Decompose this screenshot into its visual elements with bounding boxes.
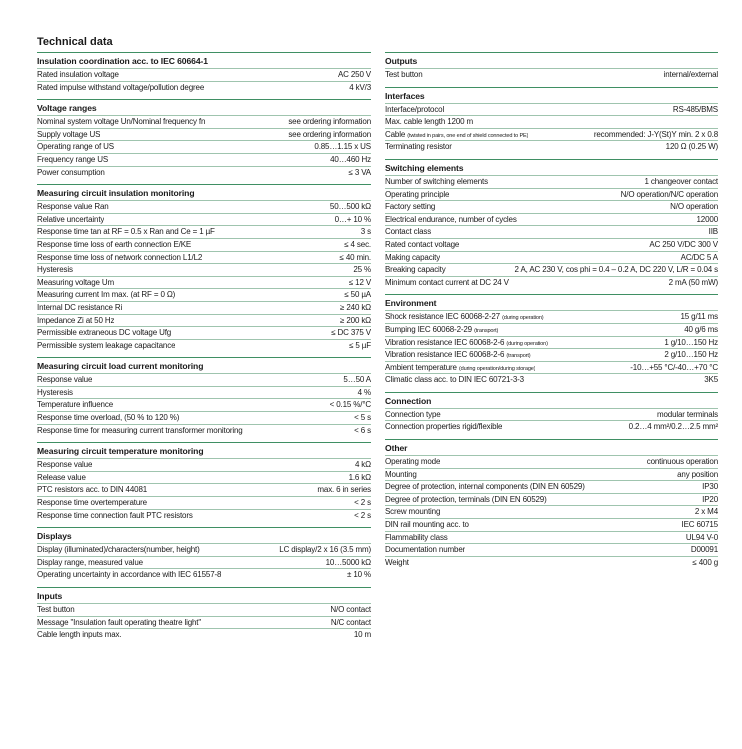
- row-label: Response time tan at RF = 0.5 x Ran and Ce = 1 µF: [37, 227, 215, 237]
- row-value: ≤ 12 V: [348, 277, 371, 287]
- data-row: [37, 140, 371, 153]
- row-label: Measuring current Im max. (at RF = 0 Ω): [37, 290, 176, 300]
- row-label: Internal DC resistance Ri: [37, 302, 123, 312]
- row-label: Impedance Zi at 50 Hz: [37, 315, 115, 325]
- row-label: Temperature influence: [37, 400, 114, 410]
- row-value: 40…460 Hz: [330, 154, 371, 164]
- row-label: Weight: [385, 557, 409, 567]
- row-value: ≤ 50 µA: [344, 290, 371, 300]
- row-label: Test button: [385, 70, 423, 79]
- row-label: Display (illuminated)/characters(number, height): [37, 545, 200, 555]
- row-value: 2 mA (50 mW): [668, 277, 718, 287]
- row-label: Shock resistance IEC 60068-2-27 (during operation): [385, 312, 544, 322]
- left-column: [37, 52, 371, 647]
- row-value: UL94 V-0: [685, 532, 718, 542]
- section-voltage-ranges: [37, 99, 371, 178]
- row-label: Vibration resistance IEC 60068-2-6 (during operation): [385, 337, 548, 347]
- row-label: Breaking capacity: [385, 265, 446, 275]
- section-connection: [385, 392, 718, 433]
- row-value: RS-485/BMS: [672, 104, 718, 114]
- row-value: modular terminals: [656, 409, 718, 419]
- row-value: -10…+55 °C/-40…+70 °C: [630, 362, 718, 372]
- data-row: [37, 166, 371, 179]
- row-value: 4 kV/3: [349, 82, 371, 92]
- data-row: [385, 420, 718, 433]
- data-row: [37, 556, 371, 569]
- row-value: 12000: [696, 214, 718, 224]
- row-label: Hysteresis: [37, 387, 73, 397]
- row-label: Relative uncertainty: [37, 214, 105, 224]
- section-inputs: [37, 587, 371, 641]
- data-row: [385, 348, 718, 361]
- data-row: [385, 373, 718, 386]
- data-row: [37, 603, 371, 616]
- row-label: Response time loss of network connection L1/L2: [37, 252, 203, 262]
- row-note: (during operation/during storage): [458, 365, 536, 372]
- section-measuring-circuit-load-current-monitoring: [37, 357, 371, 436]
- data-row: [37, 411, 371, 424]
- row-value: 0…+ 10 %: [334, 214, 371, 224]
- data-row: [37, 153, 371, 166]
- row-label: Response time loss of earth connection E/KE: [37, 239, 192, 249]
- data-row: [385, 251, 718, 264]
- row-label: Permissible extraneous DC voltage Ufg: [37, 328, 172, 338]
- data-row: [37, 200, 371, 213]
- row-value: 120 Ω (0.25 W): [665, 142, 718, 152]
- row-value: continuous operation: [646, 457, 718, 467]
- row-note: (transport): [506, 353, 531, 360]
- row-value: 2 x M4: [694, 507, 718, 517]
- row-note: (during operation): [502, 315, 544, 322]
- row-value: 5…50 A: [343, 375, 371, 385]
- data-row: [385, 310, 718, 323]
- row-value: 1 changeover contact: [644, 176, 718, 186]
- row-value: 3K5: [704, 375, 718, 385]
- section-title: Outputs: [385, 52, 718, 68]
- data-row: [37, 115, 371, 128]
- row-label: Frequency range US: [37, 154, 109, 164]
- row-label: Documentation number: [385, 545, 466, 555]
- row-label: Display range, measured value: [37, 557, 143, 567]
- row-label: Rated impulse withstand voltage/pollution degree: [37, 82, 205, 92]
- data-row: [37, 81, 371, 94]
- row-label: Message "Insulation fault operating theatre light": [37, 617, 202, 627]
- row-value: ≥ 240 kΩ: [340, 302, 371, 312]
- data-row: [37, 68, 371, 81]
- row-label: Release value: [37, 472, 86, 482]
- row-label: Supply voltage US: [37, 129, 101, 139]
- section-title: Measuring circuit insulation monitoring: [37, 184, 371, 200]
- data-row: [37, 483, 371, 496]
- row-label: Climatic class acc. to DIN IEC 60721-3-3: [385, 375, 524, 385]
- row-value: 0.85…1.15 x US: [314, 142, 371, 152]
- data-row: [385, 128, 718, 141]
- row-value: IEC 60715: [681, 520, 718, 530]
- row-label: Cable (twisted in pairs, one end of shield connected to PE): [385, 129, 529, 139]
- row-label: Operating mode: [385, 457, 441, 467]
- data-row: [385, 531, 718, 544]
- data-row: [37, 128, 371, 141]
- section-title: Displays: [37, 527, 371, 543]
- row-label: Permissible system leakage capacitance: [37, 340, 176, 350]
- data-row: [37, 314, 371, 327]
- row-value: 10…5000 kΩ: [325, 557, 371, 567]
- section-title: Measuring circuit temperature monitoring: [37, 442, 371, 458]
- data-row: [37, 276, 371, 289]
- row-value: see ordering information: [288, 117, 371, 127]
- row-value: max. 6 in series: [317, 485, 371, 495]
- row-value: internal/external: [663, 70, 718, 79]
- section-insulation-coordination-acc-to-iec-60664-1: [37, 52, 371, 93]
- section-title: Measuring circuit load current monitoring: [37, 357, 371, 373]
- row-value: 1 g/10…150 Hz: [664, 337, 718, 347]
- row-value: N/C contact: [330, 617, 371, 627]
- row-value: N/O operation/N/C operation: [620, 189, 718, 199]
- row-value: ≤ 400 g: [692, 557, 718, 567]
- data-row: [37, 251, 371, 264]
- data-row: [37, 509, 371, 522]
- data-row: [385, 480, 718, 493]
- row-label: Connection properties rigid/flexible: [385, 422, 503, 432]
- row-value: AC 250 V/DC 300 V: [649, 239, 718, 249]
- right-column: [385, 52, 718, 574]
- row-value: ≤ DC 375 V: [331, 328, 371, 338]
- section-other: [385, 439, 718, 568]
- section-environment: [385, 294, 718, 386]
- data-row: [385, 455, 718, 468]
- row-note: (transport): [474, 327, 499, 334]
- data-row: [37, 339, 371, 352]
- row-value: recommended: J-Y(St)Y min. 2 x 0.8: [593, 129, 718, 139]
- data-row: [385, 276, 718, 289]
- data-row: [37, 496, 371, 509]
- row-label: Rated contact voltage: [385, 239, 460, 249]
- data-row: [385, 468, 718, 481]
- row-value: < 5 s: [354, 413, 371, 423]
- row-value: < 2 s: [354, 498, 371, 508]
- section-title: Connection: [385, 392, 718, 408]
- row-value: 3 s: [360, 227, 371, 237]
- section-interfaces: [385, 87, 718, 153]
- data-row: [37, 213, 371, 226]
- row-label: Response value: [37, 460, 93, 470]
- row-label: Flammability class: [385, 532, 448, 542]
- data-row: [385, 225, 718, 238]
- row-label: Minimum contact current at DC 24 V: [385, 277, 509, 287]
- row-label: Electrical endurance, number of cycles: [385, 214, 517, 224]
- data-row: [37, 238, 371, 251]
- row-value: N/O operation: [670, 202, 718, 212]
- section-title: Switching elements: [385, 159, 718, 175]
- data-row: [385, 200, 718, 213]
- section-switching-elements: [385, 159, 718, 288]
- data-row: [385, 115, 718, 128]
- data-row: [385, 213, 718, 226]
- row-label: Operating range of US: [37, 142, 114, 152]
- row-label: Mounting: [385, 469, 417, 479]
- row-label: Interface/protocol: [385, 104, 445, 114]
- row-value: 2 A, AC 230 V, cos phi = 0.4 – 0.2 A, DC 220 V, L/R = 0.04 s: [514, 265, 718, 275]
- section-title: Insulation coordination acc. to IEC 60664-1: [37, 52, 371, 68]
- row-value: 4 %: [357, 387, 371, 397]
- row-value: see ordering information: [288, 129, 371, 139]
- row-value: 0.2…4 mm²/0.2…2.5 mm²: [628, 422, 718, 432]
- row-value: D00091: [690, 545, 718, 555]
- row-label: Max. cable length 1200 m: [385, 117, 474, 127]
- data-row: [37, 628, 371, 641]
- row-label: DIN rail mounting acc. to: [385, 520, 469, 530]
- row-label: Response time overload, (50 % to 120 %): [37, 413, 180, 423]
- data-row: [385, 140, 718, 153]
- data-row: [385, 263, 718, 276]
- data-row: [37, 263, 371, 276]
- row-value: ± 10 %: [347, 570, 371, 580]
- row-label: Nominal system voltage Un/Nominal frequency fn: [37, 117, 206, 127]
- data-row: [385, 188, 718, 201]
- data-row: [37, 568, 371, 581]
- row-label: Response value: [37, 375, 93, 385]
- data-row: [385, 238, 718, 251]
- section-outputs: [385, 52, 718, 81]
- row-value: ≤ 40 min.: [339, 252, 371, 262]
- row-label: Cable length inputs max.: [37, 630, 122, 640]
- row-label: Response time overtemperature: [37, 498, 147, 508]
- page-title: Technical data: [37, 36, 113, 48]
- data-row: [37, 301, 371, 314]
- row-value: < 2 s: [354, 510, 371, 520]
- row-label: Ambient temperature (during operation/during storage): [385, 362, 536, 372]
- row-label: Screw mounting: [385, 507, 441, 517]
- data-row: [37, 424, 371, 437]
- row-label: Bumping IEC 60068-2-29 (transport): [385, 324, 499, 334]
- row-value: 25 %: [353, 265, 371, 275]
- row-value: N/O contact: [330, 605, 371, 614]
- data-row: [37, 398, 371, 411]
- row-label: Measuring voltage Um: [37, 277, 115, 287]
- data-row: [385, 361, 718, 374]
- data-row: [385, 68, 718, 81]
- row-value: < 0.15 %/°C: [329, 400, 371, 410]
- row-value: AC 250 V: [337, 70, 371, 79]
- row-value: ≤ 4 sec.: [344, 239, 371, 249]
- row-label: Degree of protection, terminals (DIN EN 60529): [385, 494, 547, 504]
- data-row: [385, 103, 718, 116]
- row-note: (during operation): [506, 340, 548, 347]
- row-value: < 6 s: [354, 425, 371, 435]
- row-value: ≥ 200 kΩ: [340, 315, 371, 325]
- data-row: [37, 471, 371, 484]
- data-row: [385, 543, 718, 556]
- row-label: Hysteresis: [37, 265, 73, 275]
- row-label: Contact class: [385, 227, 432, 237]
- data-row: [37, 458, 371, 471]
- data-row: [385, 408, 718, 421]
- row-label: Number of switching elements: [385, 176, 488, 186]
- row-label: Operating uncertainty in accordance with IEC 61557-8: [37, 570, 222, 580]
- data-row: [37, 386, 371, 399]
- row-label: Making capacity: [385, 252, 441, 262]
- row-label: Operating principle: [385, 189, 450, 199]
- row-value: ≤ 3 VA: [348, 167, 371, 177]
- row-value: IP30: [702, 482, 718, 492]
- row-note: (twisted in pairs, one end of shield connected to PE): [407, 132, 529, 139]
- data-row: [385, 556, 718, 569]
- row-value: IP20: [702, 494, 718, 504]
- row-label: Terminating resistor: [385, 142, 452, 152]
- row-label: Factory setting: [385, 202, 436, 212]
- row-value: 10 m: [353, 630, 371, 640]
- row-value: 4 kΩ: [354, 460, 371, 470]
- data-row: [37, 225, 371, 238]
- row-label: Rated insulation voltage: [37, 70, 119, 79]
- section-title: Environment: [385, 294, 718, 310]
- row-label: PTC resistors acc. to DIN 44081: [37, 485, 148, 495]
- section-measuring-circuit-temperature-monitoring: [37, 442, 371, 521]
- data-row: [385, 505, 718, 518]
- section-measuring-circuit-insulation-monitoring: [37, 184, 371, 351]
- row-label: Response value Ran: [37, 202, 109, 212]
- row-value: IIB: [708, 227, 718, 237]
- row-value: AC/DC 5 A: [680, 252, 718, 262]
- row-value: LC display/2 x 16 (3.5 mm): [279, 545, 371, 555]
- row-value: ≤ 5 µF: [349, 340, 371, 350]
- section-title: Interfaces: [385, 87, 718, 103]
- row-value: 50…500 kΩ: [329, 202, 371, 212]
- row-value: 15 g/11 ms: [680, 312, 718, 322]
- data-row: [37, 326, 371, 339]
- data-row: [385, 518, 718, 531]
- data-row: [385, 175, 718, 188]
- data-row: [385, 323, 718, 336]
- section-displays: [37, 527, 371, 581]
- row-value: any position: [677, 469, 718, 479]
- row-label: Degree of protection, internal components (DIN EN 60529): [385, 482, 585, 492]
- row-label: Response time for measuring current transformer monitoring: [37, 425, 243, 435]
- data-row: [385, 493, 718, 506]
- data-row: [37, 373, 371, 386]
- row-label: Test button: [37, 605, 75, 614]
- data-row: [37, 288, 371, 301]
- row-value: 2 g/10…150 Hz: [664, 350, 718, 360]
- row-value: 1.6 kΩ: [348, 472, 371, 482]
- section-title: Voltage ranges: [37, 99, 371, 115]
- data-row: [385, 336, 718, 349]
- row-label: Power consumption: [37, 167, 105, 177]
- row-label: Connection type: [385, 409, 441, 419]
- data-row: [37, 616, 371, 629]
- row-label: Response time connection fault PTC resistors: [37, 510, 193, 520]
- row-value: 40 g/6 ms: [684, 324, 718, 334]
- data-row: [37, 543, 371, 556]
- row-label: Vibration resistance IEC 60068-2-6 (transport): [385, 350, 531, 360]
- section-title: Other: [385, 439, 718, 455]
- section-title: Inputs: [37, 587, 371, 603]
